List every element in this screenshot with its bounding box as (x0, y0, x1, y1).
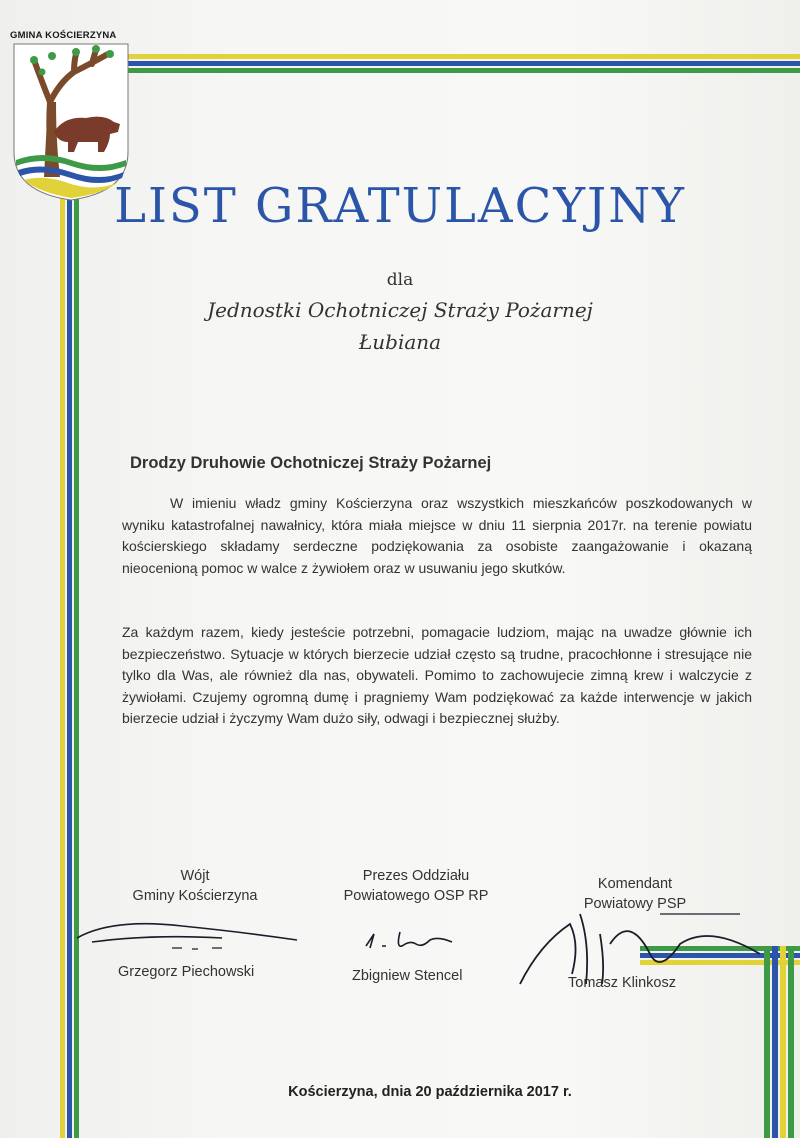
document-title: LIST GRATULACYJNY (114, 178, 686, 234)
signatory-name-psp: Tomasz Klinkosz (568, 975, 676, 991)
place-and-date: Kościerzyna, dnia 20 października 2017 r. (288, 1084, 572, 1100)
recipient-unit: Jednostki Ochotniczej Straży Pożarnej (207, 298, 593, 322)
signature-role: Prezes Oddziału (362, 868, 470, 884)
signature-scribble-osp (360, 926, 460, 956)
signature-role: Gminy Kościerzyna (132, 888, 258, 904)
signature-scribble-mayor (72, 908, 302, 958)
for-label: dla (386, 270, 414, 290)
signatory-name-osp: Zbigniew Stencel (352, 968, 463, 984)
signature-role: Wójt (180, 868, 210, 884)
signature-role: Powiatowy PSP (583, 896, 687, 912)
recipient-place: Łubiana (358, 330, 442, 354)
top-decorative-stripes (128, 54, 800, 76)
signature-role: Komendant (597, 876, 673, 892)
signature-role: Powiatowego OSP RP (343, 888, 489, 904)
crest-label: GMINA KOŚCIERZYNA (10, 30, 117, 41)
signature-block-mayor (95, 866, 295, 906)
signatory-name-mayor: Grzegorz Piechowski (118, 964, 255, 980)
signature-block-osp (316, 866, 516, 906)
paragraph-1: W imieniu władz gminy Kościerzyna oraz wszystkich mieszkańców poszkodowanych w wyniku katastrofalnej nawałnicy, która miała miejsce w dniu 11 sierpnia 2017r. na terenie powiatu kościerskiego składamy serdeczne podziękowania za osobiste zaangażowanie i okazaną nieocenioną pomoc w walce z żywiołem oraz w usuwaniu jego skutków. (122, 495, 752, 576)
greeting: Drodzy Druhowie Ochotniczej Straży Pożarnej (130, 454, 492, 472)
paragraph-2: Za każdym razem, kiedy jesteście potrzebni, pomagacie ludziom, mając na uwadze głównie ich bezpieczeństwo. Sytuacje w których bierzecie udział często są trudne, pracochłonne i stresujące nie tylko dla Was, ale również dla nas, obywateli. Pomimo to zachowujecie zimną krew i walczycie z żywiołami. Czujemy ogromną dumę i pragniemy Wam podziękować za każde interwencje w jakich bierzecie udział i życzymy Wam dużo siły, odwagi i bezpiecznej służby. (122, 624, 752, 726)
